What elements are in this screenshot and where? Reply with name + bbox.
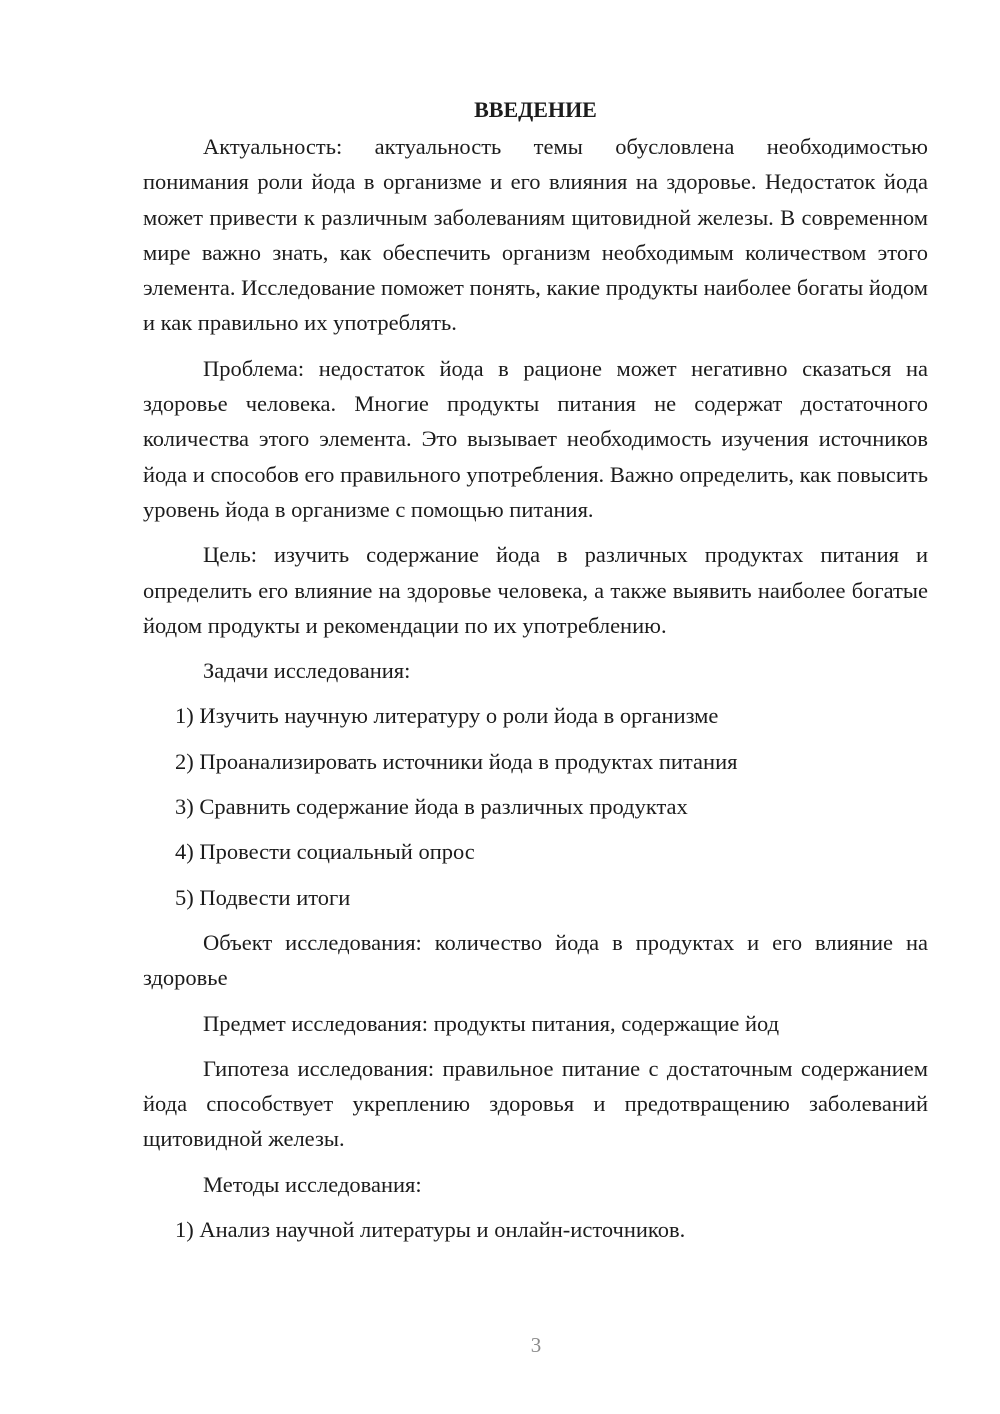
paragraph-object: Объект исследования: количество йода в продуктах и его влияние на здоровье [143,929,928,991]
method-item: 1) Анализ научной литературы и онлайн-источников. [175,1217,686,1243]
task-item: 5) Подвести итоги [175,884,351,910]
paragraph-problem: Проблема: недостаток йода в рационе может негативно сказаться на здоровье человека. Многие продукты питания не содержат достаточного количества этого элемента. Это вызывает необходимость изучения источников йода и способов его правильного употребления. Важно определить, как повысить уровень йода в организме с помощью питания. [143,355,928,522]
task-item: 1) Изучить научную литературу о роли йода в организме [175,703,719,729]
page-number: 3 [530,1333,542,1357]
task-item: 3) Сравнить содержание йода в различных продуктах [175,794,688,820]
page-content [143,92,928,1257]
paragraph-hypothesis: Гипотеза исследования: правильное питание с достаточным содержанием йода способствует укреплению здоровья и предотвращению заболеваний щитовидной железы. [143,1055,928,1152]
methods-heading: Методы исследования: [203,1171,422,1197]
paragraph-goal: Цель: изучить содержание йода в различных продуктах питания и определить его влияние на здоровье человека, а также выявить наиболее богатые йодом продукты и рекомендации по их употреблению. [143,542,928,638]
task-item: 2) Проанализировать источники йода в продуктах питания [175,748,738,774]
tasks-heading: Задачи исследования: [203,658,411,684]
paragraph-subject: Предмет исследования: продукты питания, содержащие йод [203,1010,780,1036]
task-item: 4) Провести социальный опрос [175,839,475,865]
page-title: ВВЕДЕНИЕ [474,97,597,122]
paragraph-relevance: Актуальность: актуальность темы обусловлена необходимостью понимания роли йода в организме и его влияния на здоровье. Недостаток йода может привести к различным заболеваниям щитовидной железы. В современном мире важно знать, как обеспечить организм необходимым количеством этого элемента. Исследование поможет понять, какие продукты наиболее богаты йодом и как правильно их употреблять. [143,134,928,336]
